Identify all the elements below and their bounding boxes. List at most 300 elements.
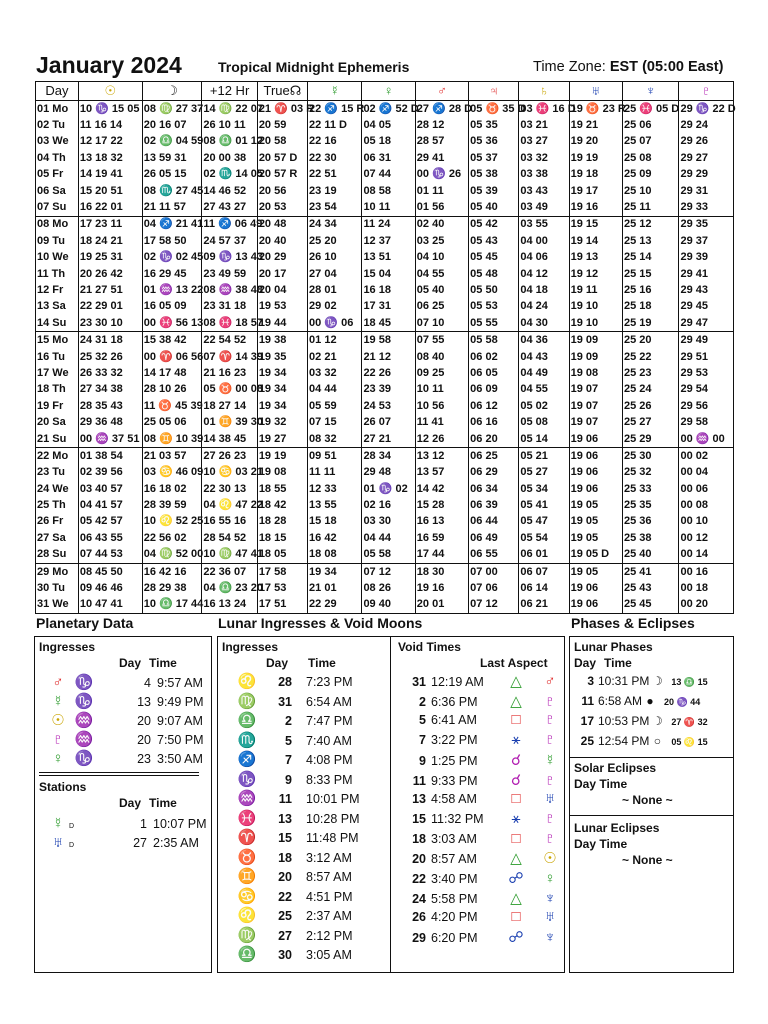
column-header: ♅ xyxy=(569,82,622,101)
table-cell: 06 14 xyxy=(519,580,569,596)
table-cell: 10 ♎ 17 44 xyxy=(142,597,202,614)
void-time: 4:58 AM xyxy=(431,792,477,807)
column-header: +12 Hr xyxy=(202,82,257,101)
table-cell: 05 ♉ 35 D xyxy=(469,101,519,118)
station-row xyxy=(47,815,207,832)
table-cell: 16 18 02 xyxy=(142,481,202,497)
table-cell: 25 30 xyxy=(622,448,679,465)
table-cell: 20 48 xyxy=(257,216,307,233)
solar-none: ~ None ~ xyxy=(622,793,673,807)
table-cell: 05 18 xyxy=(362,134,415,150)
table-cell: 19 20 xyxy=(569,134,622,150)
lunar-ingress-row xyxy=(236,867,352,885)
void-row xyxy=(398,908,561,925)
planet-glyph: ♇ xyxy=(544,692,556,710)
table-cell: 29 29 xyxy=(679,167,734,183)
table-row xyxy=(36,497,734,513)
ingress-time: 2:37 AM xyxy=(306,909,352,923)
table-cell: 29 02 xyxy=(308,299,362,315)
ingress-time: 11:48 PM xyxy=(306,831,359,845)
table-cell: 06 05 xyxy=(469,365,519,381)
table-row xyxy=(36,448,734,465)
table-cell: 19 12 xyxy=(569,266,622,282)
table-cell: 07 15 xyxy=(308,414,362,430)
table-cell: 25 12 xyxy=(622,216,679,233)
table-cell: 25 38 xyxy=(622,530,679,546)
lunar-ingress-row xyxy=(236,809,360,827)
table-cell: 18 55 xyxy=(257,481,307,497)
table-cell: 00 ♓ 56 13 xyxy=(142,315,202,332)
ingress-day: 13 xyxy=(278,811,292,826)
table-cell: 19 07 xyxy=(569,382,622,398)
table-cell: 16 42 xyxy=(308,530,362,546)
table-cell: 19 27 xyxy=(257,431,307,448)
table-row xyxy=(36,150,734,166)
ingress-time: 9:49 PM xyxy=(157,695,204,709)
table-row xyxy=(36,563,734,580)
table-cell: 06 39 xyxy=(469,497,519,513)
table-cell: 22 16 xyxy=(308,134,362,150)
void-row xyxy=(398,771,561,789)
table-cell: 04 ♍ 52 00 xyxy=(142,547,202,564)
lunar-ingress-row xyxy=(236,770,353,788)
table-cell: 22 29 xyxy=(308,597,362,614)
table-row xyxy=(36,514,734,530)
table-cell: 25 35 xyxy=(622,497,679,513)
table-cell: 09 25 xyxy=(415,365,468,381)
table-cell: 21 16 23 xyxy=(202,365,257,381)
planetary-ingress-row xyxy=(47,692,204,710)
column-header: ♂ xyxy=(415,82,468,101)
table-cell: 01 ♒ 13 22 xyxy=(142,282,202,298)
aspect-glyph: □ xyxy=(511,711,521,729)
table-cell: 01 12 xyxy=(308,332,362,349)
table-cell: 08 58 xyxy=(362,183,415,199)
table-cell: 03 32 xyxy=(519,150,569,166)
table-row xyxy=(36,216,734,233)
planet-glyph: ♂ xyxy=(52,674,64,691)
table-cell: 05 38 xyxy=(469,167,519,183)
table-cell: 07 44 xyxy=(362,167,415,183)
table-cell: 03 ♓ 16 D xyxy=(519,101,569,118)
table-cell: 05 Fr xyxy=(36,167,79,183)
phase-day: 11 xyxy=(581,694,594,708)
table-cell: 21 ♈ 03 R xyxy=(257,101,307,118)
table-cell: 27 04 xyxy=(308,266,362,282)
table-cell: 26 Fr xyxy=(36,514,79,530)
table-cell: 02 39 56 xyxy=(78,465,142,481)
table-cell: 17 31 xyxy=(362,299,415,315)
ingress-day: 7 xyxy=(285,753,292,767)
ingress-day: 13 xyxy=(137,695,151,709)
table-cell: 06 07 xyxy=(519,563,569,580)
void-row xyxy=(398,731,561,748)
void-row xyxy=(398,849,561,867)
table-cell: 25 05 06 xyxy=(142,414,202,430)
table-cell: 06 02 xyxy=(469,349,519,365)
table-cell: 12 17 22 xyxy=(78,134,142,150)
table-cell: 23 30 10 xyxy=(78,315,142,332)
tz-offset: (05:00 East) xyxy=(642,59,724,75)
planet-glyph: ♂ xyxy=(544,673,556,690)
table-cell: 26 33 32 xyxy=(78,365,142,381)
table-cell: 29 26 xyxy=(679,134,734,150)
table-cell: 08 ♍ 27 37 xyxy=(142,101,202,118)
planet-glyph: ♇ xyxy=(544,809,556,827)
table-cell: 00 04 xyxy=(679,465,734,481)
phases-time-label: Time xyxy=(604,656,632,670)
column-header: ☿ xyxy=(308,82,362,101)
table-cell: 19 14 xyxy=(569,233,622,249)
table-cell: 24 We xyxy=(36,481,79,497)
table-cell: 05 54 xyxy=(519,530,569,546)
ingress-time: 8:33 PM xyxy=(306,772,353,787)
table-cell: 27 43 27 xyxy=(202,199,257,216)
table-cell: 17 58 xyxy=(257,563,307,580)
station-time: 10:07 PM xyxy=(153,817,207,831)
table-cell: 06 44 xyxy=(469,514,519,530)
table-cell: 19 17 xyxy=(569,183,622,199)
table-cell: 07 55 xyxy=(415,332,468,349)
planet-glyph: ♀ xyxy=(544,870,556,887)
table-cell: 06 43 55 xyxy=(78,530,142,546)
table-cell: 02 Tu xyxy=(36,117,79,133)
table-cell: 06 20 xyxy=(469,431,519,448)
table-cell: 10 ♋ 03 21 xyxy=(202,465,257,481)
station-day: 27 xyxy=(133,836,147,850)
table-cell: 02 40 xyxy=(415,216,468,233)
aspect-glyph: □ xyxy=(511,829,521,847)
table-cell: 08 26 xyxy=(362,580,415,596)
table-cell: 07 12 xyxy=(362,563,415,580)
table-cell: 20 40 xyxy=(257,233,307,249)
table-cell: 19 25 31 xyxy=(78,250,142,266)
table-cell: 23 19 xyxy=(308,183,362,199)
table-cell: 05 55 xyxy=(469,315,519,332)
table-cell: 25 23 xyxy=(622,365,679,381)
table-cell: 03 49 xyxy=(519,199,569,216)
table-cell: 25 27 xyxy=(622,414,679,430)
table-cell: 29 58 xyxy=(679,414,734,430)
sign-glyph: ♍ xyxy=(237,926,257,944)
table-cell: 04 36 xyxy=(519,332,569,349)
table-cell: 14 42 xyxy=(415,481,468,497)
table-cell: 18 28 xyxy=(257,514,307,530)
table-cell: 19 35 xyxy=(257,349,307,365)
table-cell: 05 42 57 xyxy=(78,514,142,530)
void-day: 20 xyxy=(412,852,426,867)
table-cell: 05 35 xyxy=(469,117,519,133)
table-cell: 29 ♑ 22 D xyxy=(679,101,734,118)
aspect-glyph: ☍ xyxy=(508,870,524,887)
ingress-day: 30 xyxy=(278,948,292,962)
table-cell: 03 55 xyxy=(519,216,569,233)
table-cell: 27 21 xyxy=(362,431,415,448)
table-cell: 15 Mo xyxy=(36,332,79,349)
sign-glyph: ♒ xyxy=(74,731,94,748)
table-cell: 25 15 xyxy=(622,266,679,282)
table-cell: 12 37 xyxy=(362,233,415,249)
planetary-ingress-row xyxy=(47,673,203,691)
void-day: 9 xyxy=(419,753,426,768)
phase-day: 3 xyxy=(587,674,594,688)
table-cell: 04 10 xyxy=(415,250,468,266)
table-cell: 23 39 xyxy=(362,382,415,398)
phases-day-label: Day xyxy=(574,656,597,670)
table-cell: 25 45 xyxy=(622,597,679,614)
table-cell: 15 38 42 xyxy=(142,332,202,349)
ingress-time: 3:12 AM xyxy=(306,850,352,865)
station-row xyxy=(47,834,199,851)
table-cell: 02 ♎ 04 59 xyxy=(142,134,202,150)
ingress-day: 4 xyxy=(144,676,151,690)
planet-glyph: ♇ xyxy=(544,731,556,749)
planet-glyph: ♅ xyxy=(544,790,556,808)
table-cell: 25 22 xyxy=(622,349,679,365)
table-cell: 24 34 xyxy=(308,216,362,233)
table-cell: 04 30 xyxy=(519,315,569,332)
ingress-time: 7:47 PM xyxy=(306,714,353,728)
phase-time: 10:31 PM xyxy=(598,674,650,688)
table-cell: 25 13 xyxy=(622,233,679,249)
table-cell: 25 10 xyxy=(622,183,679,199)
table-row xyxy=(36,382,734,398)
table-cell: 08 Mo xyxy=(36,216,79,233)
table-cell: 00 12 xyxy=(679,530,734,546)
table-cell: 23 31 18 xyxy=(202,299,257,315)
table-cell: 06 29 xyxy=(469,465,519,481)
table-row xyxy=(36,547,734,564)
ephemeris-table xyxy=(35,81,734,614)
void-day: 5 xyxy=(419,713,426,728)
table-cell: 03 43 xyxy=(519,183,569,199)
sign-glyph: ♌ xyxy=(237,673,257,690)
table-cell: 19 34 xyxy=(257,382,307,398)
table-cell: 21 11 57 xyxy=(142,199,202,216)
table-cell: 20 57 R xyxy=(257,167,307,183)
table-cell: 25 29 xyxy=(622,431,679,448)
table-cell: 19 07 xyxy=(569,398,622,414)
last-aspect-label: Last Aspect xyxy=(480,656,548,670)
table-cell: 11 41 xyxy=(415,414,468,430)
table-cell: 18 Th xyxy=(36,382,79,398)
table-cell: 16 55 16 xyxy=(202,514,257,530)
table-cell: 03 40 57 xyxy=(78,481,142,497)
table-cell: 20 58 xyxy=(257,134,307,150)
table-cell: 11 Th xyxy=(36,266,79,282)
table-row xyxy=(36,167,734,183)
planetary-day-label: Day xyxy=(119,656,142,670)
table-cell: 06 25 xyxy=(469,448,519,465)
table-cell: 22 54 52 xyxy=(202,332,257,349)
table-cell: 28 57 xyxy=(415,134,468,150)
ingress-day: 22 xyxy=(278,889,292,904)
table-cell: 06 01 xyxy=(519,547,569,564)
ingress-day: 20 xyxy=(278,870,292,884)
table-cell: 13 55 xyxy=(308,497,362,513)
table-row xyxy=(36,414,734,430)
table-row xyxy=(36,332,734,349)
table-cell: 05 48 xyxy=(469,266,519,282)
table-row xyxy=(36,134,734,150)
table-cell: 05 36 xyxy=(469,134,519,150)
phase-row xyxy=(574,714,708,728)
table-cell: 00 ♒ 37 51 xyxy=(78,431,142,448)
table-cell: 26 10 11 xyxy=(202,117,257,133)
table-cell: 19 08 xyxy=(569,365,622,381)
planetary-heading: Planetary Data xyxy=(36,615,134,631)
void-row xyxy=(398,711,561,728)
table-cell: 03 27 xyxy=(519,134,569,150)
column-header: True☊ xyxy=(257,82,307,101)
table-cell: 07 12 xyxy=(469,597,519,614)
table-cell: 08 ♏ 27 45 xyxy=(142,183,202,199)
table-cell: 19 58 xyxy=(362,332,415,349)
tz-label: Time Zone: xyxy=(533,59,606,75)
table-cell: 04 05 xyxy=(362,117,415,133)
planet-glyph: ☉ xyxy=(51,712,65,729)
void-row xyxy=(398,889,561,907)
column-header: ♇ xyxy=(679,82,734,101)
void-day: 26 xyxy=(412,910,426,925)
table-cell: 20 29 xyxy=(257,250,307,266)
table-cell: 00 ♑ 26 xyxy=(415,167,468,183)
lunar-ingress-row xyxy=(236,906,352,924)
void-row xyxy=(398,672,561,690)
table-cell: 26 05 15 xyxy=(142,167,202,183)
table-cell: 00 ♒ 00 xyxy=(679,431,734,448)
table-cell: 10 56 xyxy=(415,398,468,414)
column-header: ☉ xyxy=(78,82,142,101)
void-day: 31 xyxy=(412,675,426,689)
ingress-day: 27 xyxy=(278,928,292,943)
table-cell: 20 00 38 xyxy=(202,150,257,166)
table-cell: 04 ♐ 21 41 xyxy=(142,216,202,233)
table-cell: 07 Su xyxy=(36,199,79,216)
table-cell: 27 26 23 xyxy=(202,448,257,465)
aspect-glyph: ☍ xyxy=(508,929,524,947)
column-header: ☽ xyxy=(142,82,202,101)
table-cell: 29 47 xyxy=(679,315,734,332)
table-cell: 04 Th xyxy=(36,150,79,166)
table-row xyxy=(36,580,734,596)
table-cell: 02 16 xyxy=(362,497,415,513)
sign-glyph: ♏ xyxy=(237,731,257,749)
table-cell: 20 Sa xyxy=(36,414,79,430)
table-cell: 07 44 53 xyxy=(78,547,142,564)
column-header: ♃ xyxy=(469,82,519,101)
table-cell: 29 51 xyxy=(679,349,734,365)
table-row xyxy=(36,481,734,497)
table-cell: 20 57 D xyxy=(257,150,307,166)
sign-glyph: ♎ xyxy=(237,712,257,729)
table-cell: 07 00 xyxy=(469,563,519,580)
table-cell: 16 Tu xyxy=(36,349,79,365)
table-row xyxy=(36,299,734,315)
sign-glyph: ♋ xyxy=(237,887,257,905)
table-cell: 00 20 xyxy=(679,597,734,614)
table-cell: 01 ♑ 02 xyxy=(362,481,415,497)
phase-symbol: ☽ xyxy=(651,674,663,688)
sign-glyph: ♑ xyxy=(74,750,94,767)
table-cell: 29 41 xyxy=(679,266,734,282)
void-day: 29 xyxy=(412,931,426,946)
table-cell: 13 51 xyxy=(362,250,415,266)
table-cell: 28 39 59 xyxy=(142,497,202,513)
table-cell: 05 41 xyxy=(519,497,569,513)
table-cell: 13 Sa xyxy=(36,299,79,315)
table-cell: 05 53 xyxy=(469,299,519,315)
lunar-ingress-row xyxy=(236,750,353,768)
table-cell: 29 36 48 xyxy=(78,414,142,430)
ingress-time: 7:40 AM xyxy=(306,733,352,748)
table-cell: 25 41 xyxy=(622,563,679,580)
table-cell: 16 29 45 xyxy=(142,266,202,282)
table-row xyxy=(36,431,734,448)
table-cell: 08 40 xyxy=(415,349,468,365)
table-cell: 14 Su xyxy=(36,315,79,332)
table-cell: 14 17 48 xyxy=(142,365,202,381)
table-cell: 19 34 xyxy=(257,398,307,414)
table-cell: 26 07 xyxy=(362,414,415,430)
table-cell: 10 11 xyxy=(415,382,468,398)
stations-label: Stations xyxy=(39,780,87,794)
table-cell: 16 59 xyxy=(415,530,468,546)
table-cell: 02 ♏ 14 05 xyxy=(202,167,257,183)
table-cell: 03 25 xyxy=(415,233,468,249)
void-time: 1:25 PM xyxy=(431,753,478,768)
void-day: 15 xyxy=(412,811,426,826)
column-header: ♄ xyxy=(519,82,569,101)
table-cell: 25 26 xyxy=(622,398,679,414)
phase-position: 13 ♎ 15 xyxy=(671,677,708,687)
table-row xyxy=(36,282,734,298)
table-cell: 11 24 xyxy=(362,216,415,233)
table-cell: 08 ♎ 01 12 xyxy=(202,134,257,150)
lunar-ingress-row xyxy=(236,692,352,710)
table-cell: 06 25 xyxy=(415,299,468,315)
aspect-glyph: △ xyxy=(510,850,522,868)
table-row xyxy=(36,465,734,481)
table-cell: 01 38 54 xyxy=(78,448,142,465)
lunar-day-label: Day xyxy=(266,656,289,670)
table-cell: 29 41 xyxy=(415,150,468,166)
table-cell: 25 11 xyxy=(622,199,679,216)
lunar-time-label: Time xyxy=(308,656,336,670)
lunar-eclipses-label: Lunar Eclipses xyxy=(574,821,660,835)
table-cell: 04 44 xyxy=(362,530,415,546)
void-time: 11:32 PM xyxy=(431,811,484,826)
table-cell: 25 07 xyxy=(622,134,679,150)
table-cell: 19 34 xyxy=(257,365,307,381)
void-day: 11 xyxy=(412,773,426,788)
ingress-day: 2 xyxy=(285,714,292,728)
table-cell: 15 18 xyxy=(308,514,362,530)
void-row xyxy=(398,810,561,827)
table-cell: 05 58 xyxy=(362,547,415,564)
void-day: 7 xyxy=(419,733,426,748)
table-cell: 15 28 xyxy=(415,497,468,513)
table-cell: 19 05 xyxy=(569,530,622,546)
table-cell: 18 24 21 xyxy=(78,233,142,249)
table-cell: 21 Su xyxy=(36,431,79,448)
table-cell: 24 53 xyxy=(362,398,415,414)
table-cell: 00 06 xyxy=(679,481,734,497)
solar-day-time-label: Day Time xyxy=(574,777,628,791)
table-cell: 25 24 xyxy=(622,382,679,398)
table-cell: 01 11 xyxy=(415,183,468,199)
table-cell: 00 14 xyxy=(679,547,734,564)
